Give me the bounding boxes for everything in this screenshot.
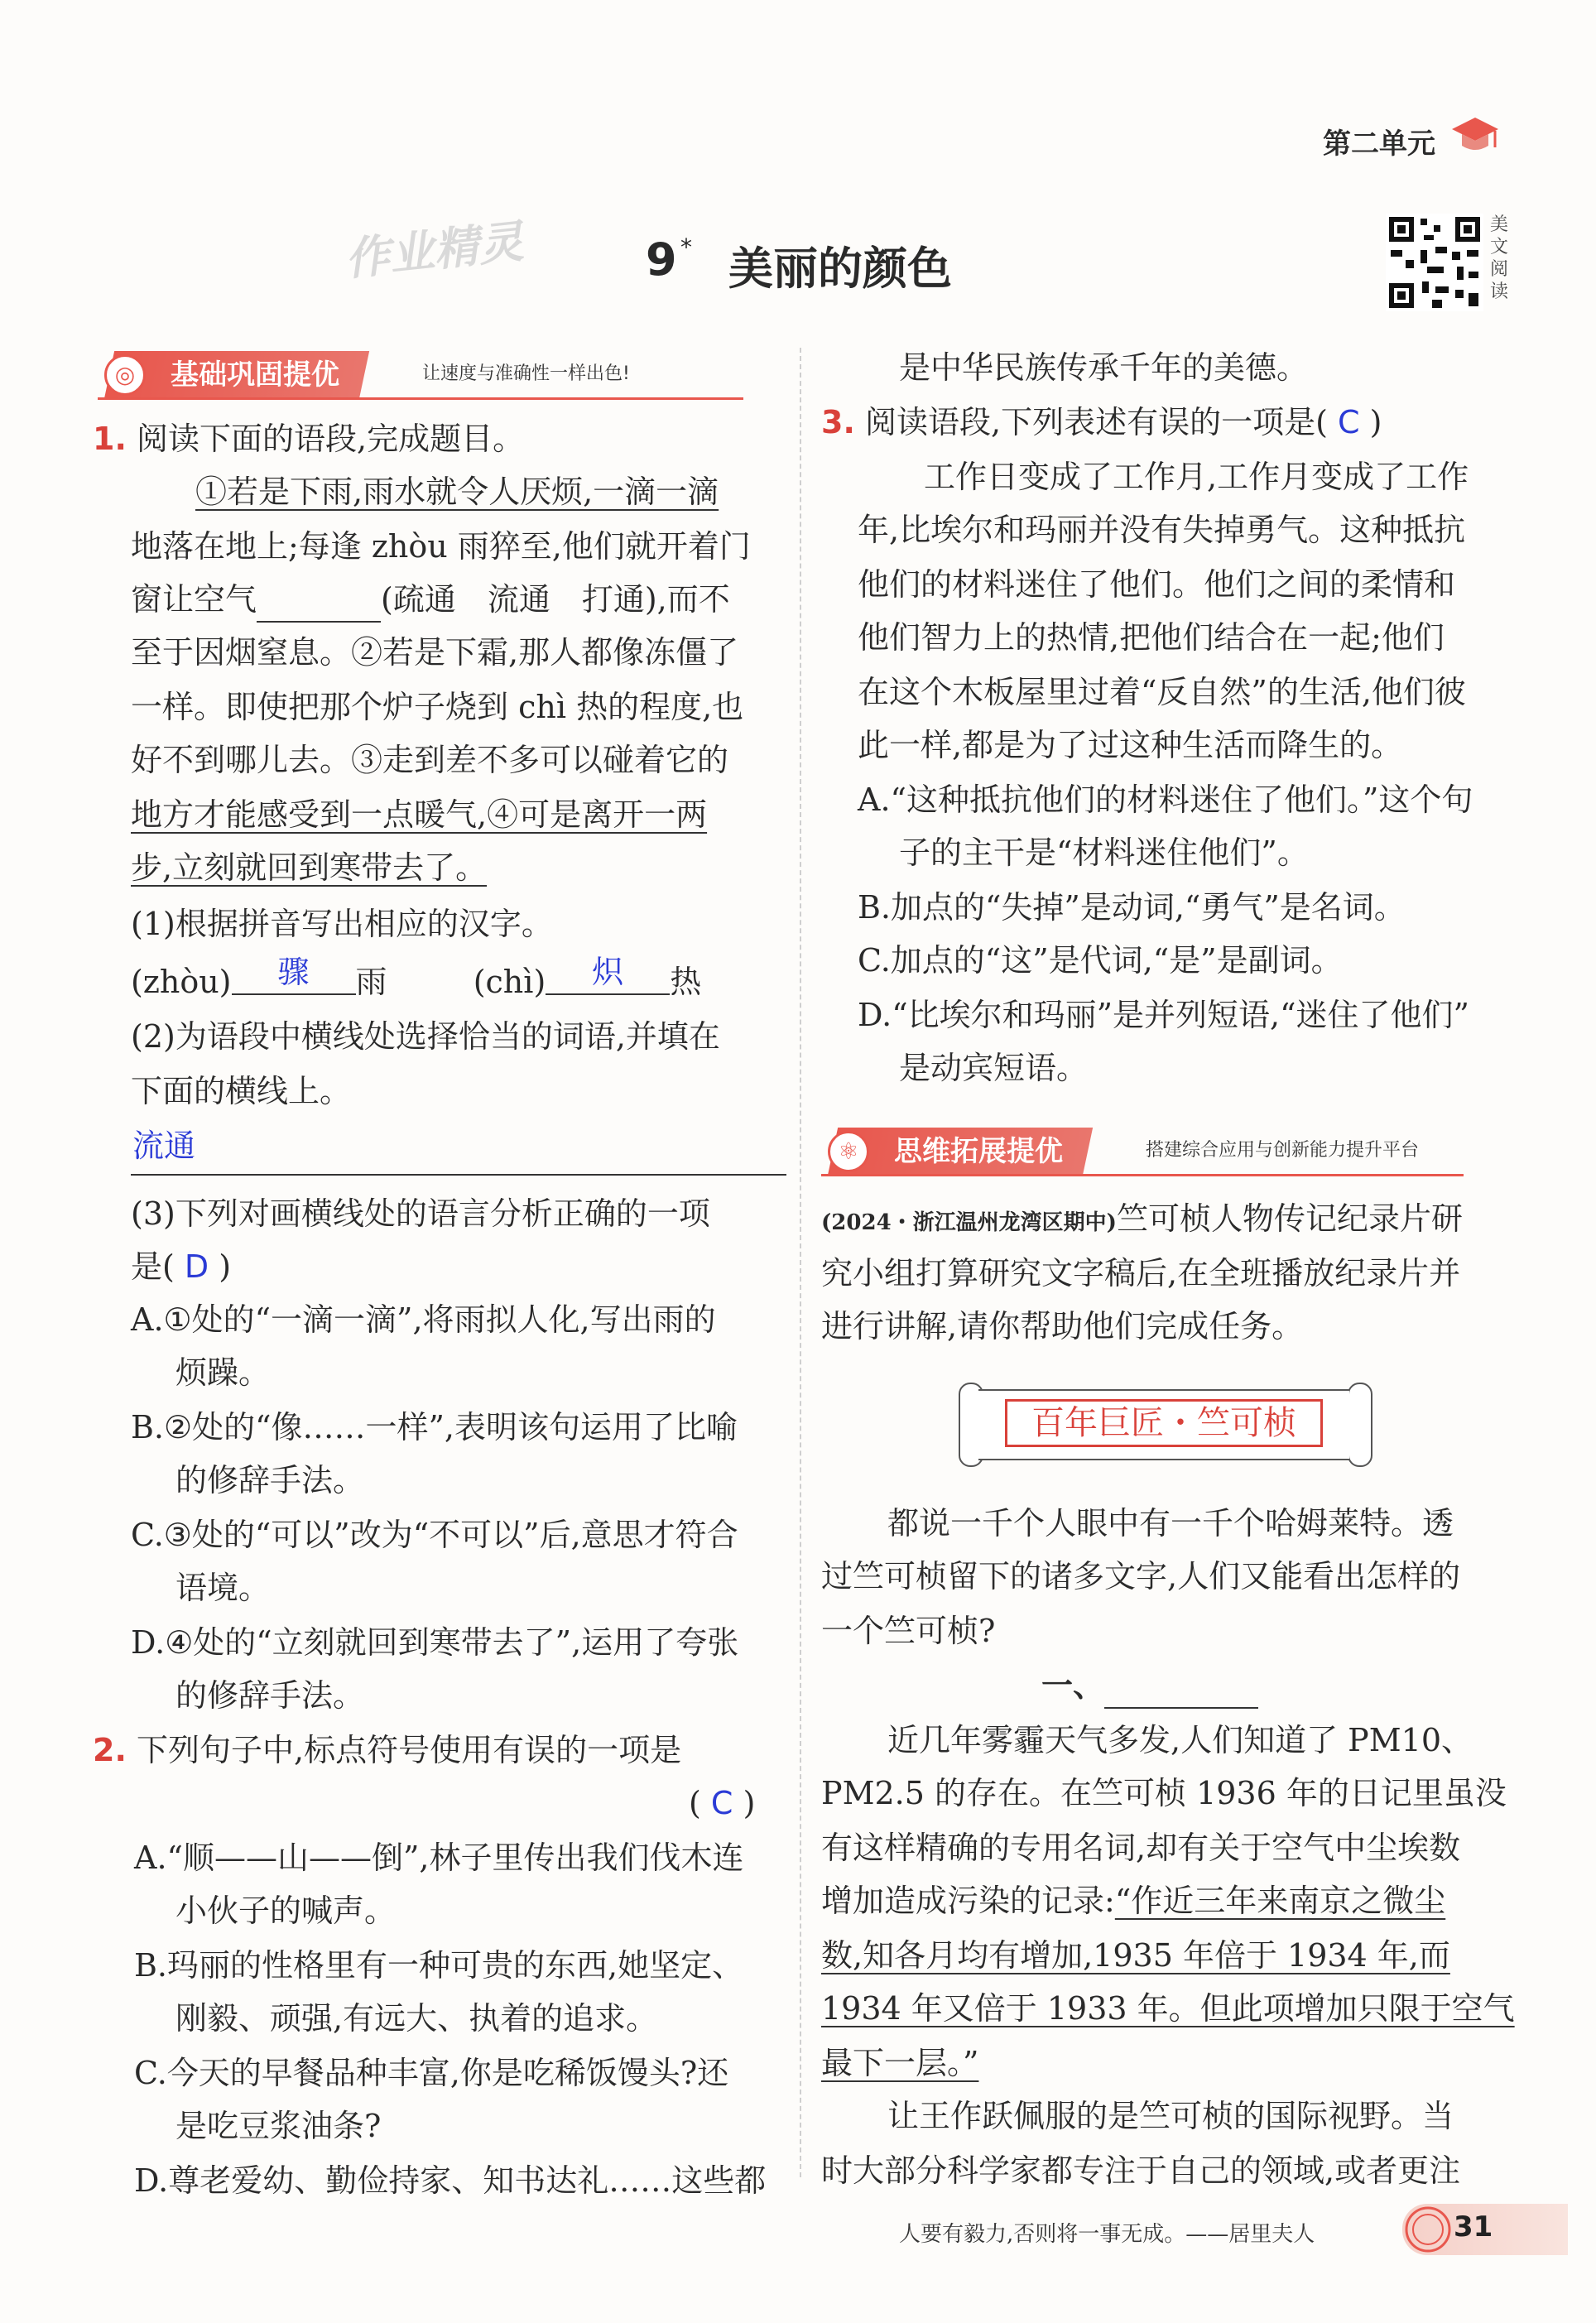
option: 的修辞手法。 [175,1677,365,1714]
q4-para-line: 近几年雾霾天气多发,人们知道了 PM10、 [887,1722,1473,1758]
q1-sub2: (2)为语段中横线处选择恰当的词语,并填在 [131,1018,720,1055]
answer-line [131,1174,786,1176]
question-1: 1. 阅读下面的语段,完成题目。 [93,421,525,457]
question-3: 3. 阅读语段,下列表述有误的一项是( C ) [821,404,1382,440]
q1-para-line: 一样。即使把那个炉子烧到 chì 热的程度,也 [131,689,744,725]
option: 是中华民族传承千年的美德。 [899,349,1309,386]
q4-intro: 进行讲解,请你帮助他们完成任务。 [821,1308,1304,1344]
q3-para-line: 在这个木板屋里过着“反自然”的生活,他们彼 [858,674,1466,710]
answer-blank[interactable]: 骤 [232,950,356,995]
grad-cap-icon [1450,113,1500,159]
atom-icon: ⚛ [828,1131,869,1172]
q4-para-line: 最下一层。” [821,2045,979,2081]
option[interactable]: C.③处的“可以”改为“不可以”后,意思才符合 [131,1517,738,1553]
q2-answer: ( C ) [689,1785,756,1821]
q4-para-line: 过竺可桢留下的诸多文字,人们又能看出怎样的 [821,1558,1461,1594]
q1-sub1: (1)根据拼音写出相应的汉字。 [131,906,553,942]
lesson-star: * [680,233,692,261]
page-number: 31 [1454,2210,1493,2244]
scroll-title: 百年巨匠・竺可桢 [1031,1404,1296,1442]
section-title: 基础巩固提优 [171,358,339,392]
q1-para-line: 窗让空气 (疏通 流通 打通),而不 [131,578,730,623]
q4-para-line: 一个竺可桢? [821,1613,996,1649]
option: 小伙子的喊声。 [175,1893,397,1929]
qr-label: 美文阅读 [1490,214,1509,302]
footer-quote: 人要有毅力,否则将一事无成。——居里夫人 [899,2222,1315,2247]
q1-para-line: 至于因烟窒息。②若是下霜,那人都像冻僵了 [131,634,739,671]
option[interactable]: C.加点的“这”是代词,“是”是副词。 [858,942,1343,979]
section-banner-basic [98,351,743,399]
q1-para-line: ①若是下雨,雨水就令人厌烦,一滴一滴 [195,474,719,510]
q3-para-line: 他们的材料迷住了他们。他们之间的柔情和 [858,566,1456,603]
q4-para-line: 都说一千个人眼中有一千个哈姆莱特。透 [887,1505,1454,1541]
q1-para-line: 步,立刻就回到寒带去了。 [131,849,488,886]
scroll-banner [959,1374,1369,1472]
lesson-number: 9 [646,233,677,286]
option[interactable]: B.玛丽的性格里有一种可贵的东西,她坚定、 [134,1947,744,1984]
option[interactable]: B.加点的“失掉”是动词,“勇气”是名词。 [858,889,1406,926]
q4-para-line: 让王作跃佩服的是竺可桢的国际视野。当 [887,2098,1454,2134]
q1-para-line: 地方才能感受到一点暖气,④可是离开一两 [131,796,708,833]
q4-intro: 究小组打算研究文字稿后,在全班播放纪录片并 [821,1255,1461,1291]
option: 烦躁。 [175,1354,271,1391]
q4-para-line: 时大部分科学家都专注于自己的领域,或者更注 [821,2152,1461,2189]
option: 刚毅、顽强,有远大、执着的追求。 [175,2000,658,2037]
option[interactable]: C.今天的早餐品种丰富,你是吃稀饭馒头?还 [134,2055,729,2091]
q1-fill-blank[interactable] [257,578,381,623]
option[interactable]: D.“比埃尔和玛丽”是并列短语,“迷住了他们” [858,997,1469,1033]
q3-para-line: 此一样,都是为了过这种生活而降生的。 [858,727,1403,763]
spiral-icon [1402,2204,1454,2255]
q4-intro: (2024・浙江温州龙湾区期中)竺可桢人物传记纪录片研 [821,1200,1463,1237]
section-title: 思维拓展提优 [894,1135,1063,1168]
q1-sub1-answers: (zhòu) 骤 雨 (chì) 炽 热 [131,960,701,1005]
question-2: 2. 下列句子中,标点符号使用有误的一项是 [93,1732,682,1768]
q4-para-line: 增加造成污染的记录:“作近三年来南京之微尘 [821,1883,1446,1919]
option[interactable]: B.②处的“像……一样”,表明该句运用了比喻 [131,1409,738,1445]
section-slogan: 搭建综合应用与创新能力提升平台 [1146,1140,1420,1161]
answer-text[interactable]: C [1337,404,1360,440]
option: 语境。 [175,1570,271,1606]
q1-sub2: 下面的横线上。 [131,1073,352,1109]
q1-sub3: (3)下列对画横线处的语言分析正确的一项 [131,1195,710,1232]
option[interactable]: D.尊老爱幼、勤俭持家、知书达礼……这些都 [134,2162,767,2199]
q3-para-line: 年,比埃尔和玛丽并没有失掉勇气。这种抵抗 [858,512,1466,548]
q4-para-line: PM2.5 的存在。在竺可桢 1936 年的日记里虽没 [821,1775,1507,1811]
qr-code-icon[interactable] [1386,214,1483,311]
q4-para-line: 有这样精确的专用名词,却有关于空气中尘埃数 [821,1830,1461,1866]
section-slogan: 让速度与准确性一样出色! [422,363,630,384]
q4-para-line: 1934 年又倍于 1933 年。但此项增加只限于空气 [821,1990,1515,2027]
heading-blank[interactable] [1104,1664,1258,1709]
unit-label: 第二单元 [1323,127,1435,161]
page-number-badge [1402,2204,1568,2255]
q1-para-line: 好不到哪儿去。③走到差不多可以碰着它的 [131,742,729,778]
watermark: 作业精灵 [342,214,526,286]
answer-text[interactable]: 流通 [132,1128,196,1164]
q1-sub3: 是( D ) [131,1248,232,1285]
page-title: 美丽的颜色 [728,243,952,295]
q1-para-line: 地落在地上;每逢 zhòu 雨猝至,他们就开着门 [131,528,751,565]
option: 子的主干是“材料迷住他们”。 [899,834,1309,871]
answer-text[interactable]: C [710,1785,733,1821]
q4-heading: 一、 [1041,1664,1258,1709]
column-divider [800,348,801,2177]
option[interactable]: A.“顺——山——倒”,林子里传出我们伐木连 [134,1840,744,1876]
answer-text[interactable]: D [184,1248,209,1285]
option[interactable]: A.①处的“一滴一滴”,将雨拟人化,写出雨的 [131,1301,716,1338]
option[interactable]: D.④处的“立刻就回到寒带去了”,运用了夸张 [131,1624,739,1661]
q3-para-line: 工作日变成了工作月,工作月变成了工作 [924,459,1469,495]
target-icon: ◎ [104,354,146,396]
q3-para-line: 他们智力上的热情,把他们结合在一起;他们 [858,619,1445,656]
option: 的修辞手法。 [175,1462,365,1498]
option: 是动宾短语。 [899,1050,1089,1086]
option: 是吃豆浆油条? [175,2108,382,2144]
option[interactable]: A.“这种抵抗他们的材料迷住了他们。”这个句 [858,782,1473,818]
answer-blank[interactable]: 炽 [546,950,670,995]
q4-para-line: 数,知各月均有增加,1935 年倍于 1934 年,而 [821,1937,1450,1974]
section-banner-extend [821,1128,1464,1176]
